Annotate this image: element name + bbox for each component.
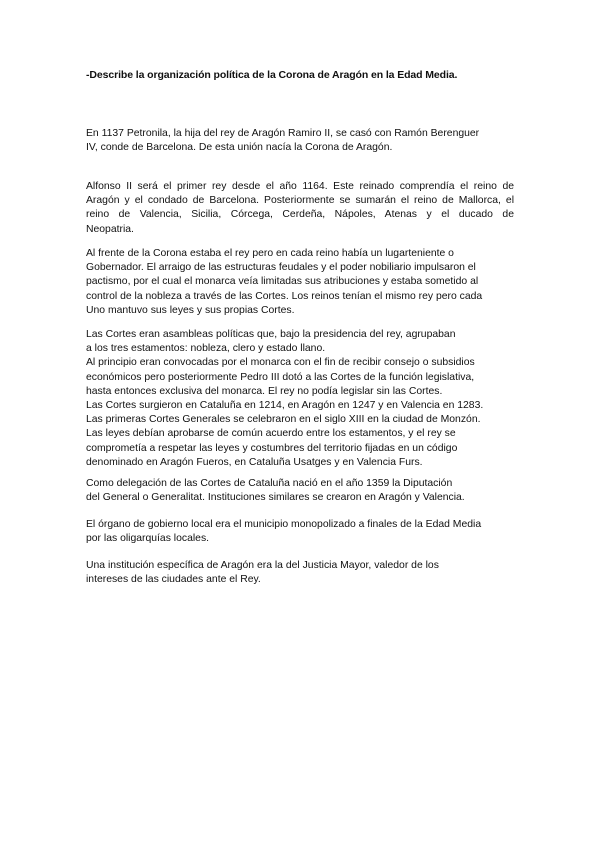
text-line: Neopatria. — [86, 223, 134, 235]
paragraph-justicia — [86, 559, 514, 587]
text-line: Las Cortes surgieron en Cataluña en 1214, en Aragón en 1247 y en Valencia en 1283. — [86, 400, 484, 412]
text-line: hasta entonces exclusiva del monarca. El rey no podía legislar sin las Cortes. — [86, 385, 443, 397]
text-line: IV, conde de Barcelona. De esta unión nacía la Corona de Aragón. — [86, 142, 393, 154]
text-line: intereses de las ciudades ante el Rey. — [86, 574, 261, 586]
text-line: control de la nobleza a través de las Cortes. Los reinos tenían el mismo rey pero cada — [86, 290, 483, 302]
text-line: pactismo, por el cual el monarca veía limitadas sus atribuciones y estaba sometido al — [86, 276, 479, 288]
text-line: reino de Valencia, Sicilia, Córcega, Cerdeña, Nápoles, Atenas y el ducado de — [86, 209, 514, 221]
text-line: denominado en Aragón Fueros, en Cataluña Usatges y en Valencia Furs. — [86, 456, 423, 468]
paragraph-municipio — [86, 518, 514, 546]
paragraph-petronila — [86, 127, 514, 155]
text-line: Alfonso II será el primer rey desde el año 1164. Este reinado comprendía el reino de — [86, 181, 514, 192]
text-line: Una institución específica de Aragón era la del Justicia Mayor, valedor de los — [86, 560, 439, 571]
text-line: comprometía a respetar las leyes y costumbres del territorio fijadas en un código — [86, 442, 458, 454]
text-line: económicos pero posteriormente Pedro III dotó a las Cortes de la función legislativa, — [86, 371, 475, 383]
text-line: En 1137 Petronila, la hija del rey de Aragón Ramiro II, se casó con Ramón Berenguer — [86, 128, 480, 139]
text-line: Las leyes debían aprobarse de común acuerdo entre los estamentos, y el rey se — [86, 428, 456, 440]
text-line: Aragón y el condado de Barcelona. Posteriormente se sumarán el reino de Mallorca, el — [86, 195, 514, 207]
text-line: Al principio eran convocadas por el monarca con el fin de recibir consejo o subsidios — [86, 357, 475, 369]
text-line: Gobernador. El arraigo de las estructuras feudales y el poder nobiliario impulsaron el — [86, 262, 476, 274]
paragraph-generalitat — [86, 477, 514, 505]
paragraph-gobierno — [86, 247, 514, 318]
text-line: por las oligarquías locales. — [86, 533, 210, 545]
text-line: Las primeras Cortes Generales se celebraron en el siglo XIII en la ciudad de Monzón. — [86, 414, 481, 426]
text-line: El órgano de gobierno local era el municipio monopolizado a finales de la Edad Media — [86, 519, 482, 530]
text-line: Uno mantuvo sus leyes y sus propias Cortes. — [86, 304, 295, 316]
paragraph-alfonso — [86, 180, 514, 237]
text-line: Como delegación de las Cortes de Cataluña nació en el año 1359 la Diputación — [86, 478, 453, 489]
text-line: a los tres estamentos: nobleza, clero y estado llano. — [86, 343, 326, 355]
text-line: Al frente de la Corona estaba el rey pero en cada reino había un lugarteniente o — [86, 248, 454, 259]
text-line: del General o Generalitat. Instituciones similares se crearon en Aragón y Valencia. — [86, 492, 465, 504]
text-line: Las Cortes eran asambleas políticas que, bajo la presidencia del rey, agrupaban — [86, 329, 456, 340]
document-title: -Describe la organización política de la Corona de Aragón en la Edad Media. — [86, 69, 458, 81]
paragraph-cortes — [86, 328, 514, 470]
